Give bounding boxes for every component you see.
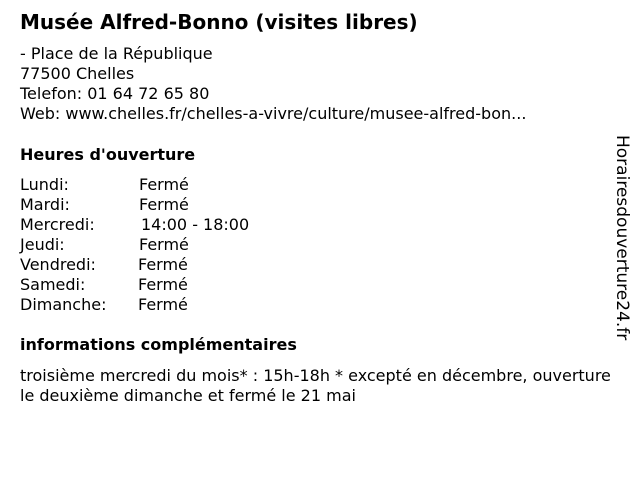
address-block	[20, 44, 526, 124]
phone-line: Telefon: 01 64 72 65 80	[20, 84, 210, 103]
web-line: Web: www.chelles.fr/chelles-a-vivre/culture/musee-alfred-bon...	[20, 104, 527, 123]
hours-row-thursday	[20, 235, 249, 255]
hours-row-monday	[20, 175, 249, 195]
day-hours: Fermé	[139, 175, 189, 194]
day-hours: Fermé	[138, 295, 188, 314]
hours-row-tuesday	[20, 195, 249, 215]
additional-info-heading: informations complémentaires	[20, 335, 297, 354]
day-hours: Fermé	[139, 235, 189, 254]
day-label: Vendredi:	[20, 255, 96, 274]
hours-row-wednesday	[20, 215, 249, 235]
day-hours: Fermé	[138, 275, 188, 294]
day-label: Mercredi:	[20, 215, 95, 234]
address-street: - Place de la République	[20, 44, 213, 63]
site-watermark: Horairesdouverture24.fr	[612, 135, 632, 341]
hours-row-sunday	[20, 295, 249, 315]
day-hours: 14:00 - 18:00	[141, 215, 250, 234]
day-hours: Fermé	[138, 255, 188, 274]
opening-hours-table	[20, 175, 249, 315]
hours-row-saturday	[20, 275, 249, 295]
address-city: 77500 Chelles	[20, 64, 135, 83]
place-title: Musée Alfred-Bonno (visites libres)	[20, 10, 418, 34]
opening-hours-heading: Heures d'ouverture	[20, 145, 196, 164]
day-hours: Fermé	[139, 195, 189, 214]
day-label: Jeudi:	[20, 235, 65, 254]
day-label: Lundi:	[20, 175, 69, 194]
day-label: Samedi:	[20, 275, 86, 294]
additional-info-text: troisième mercredi du mois* : 15h-18h * excepté en décembre, ouverture le deuxième dimanche et fermé le 21 mai	[20, 366, 611, 405]
day-label: Dimanche:	[20, 295, 107, 314]
day-label: Mardi:	[20, 195, 70, 214]
hours-row-friday	[20, 255, 249, 275]
